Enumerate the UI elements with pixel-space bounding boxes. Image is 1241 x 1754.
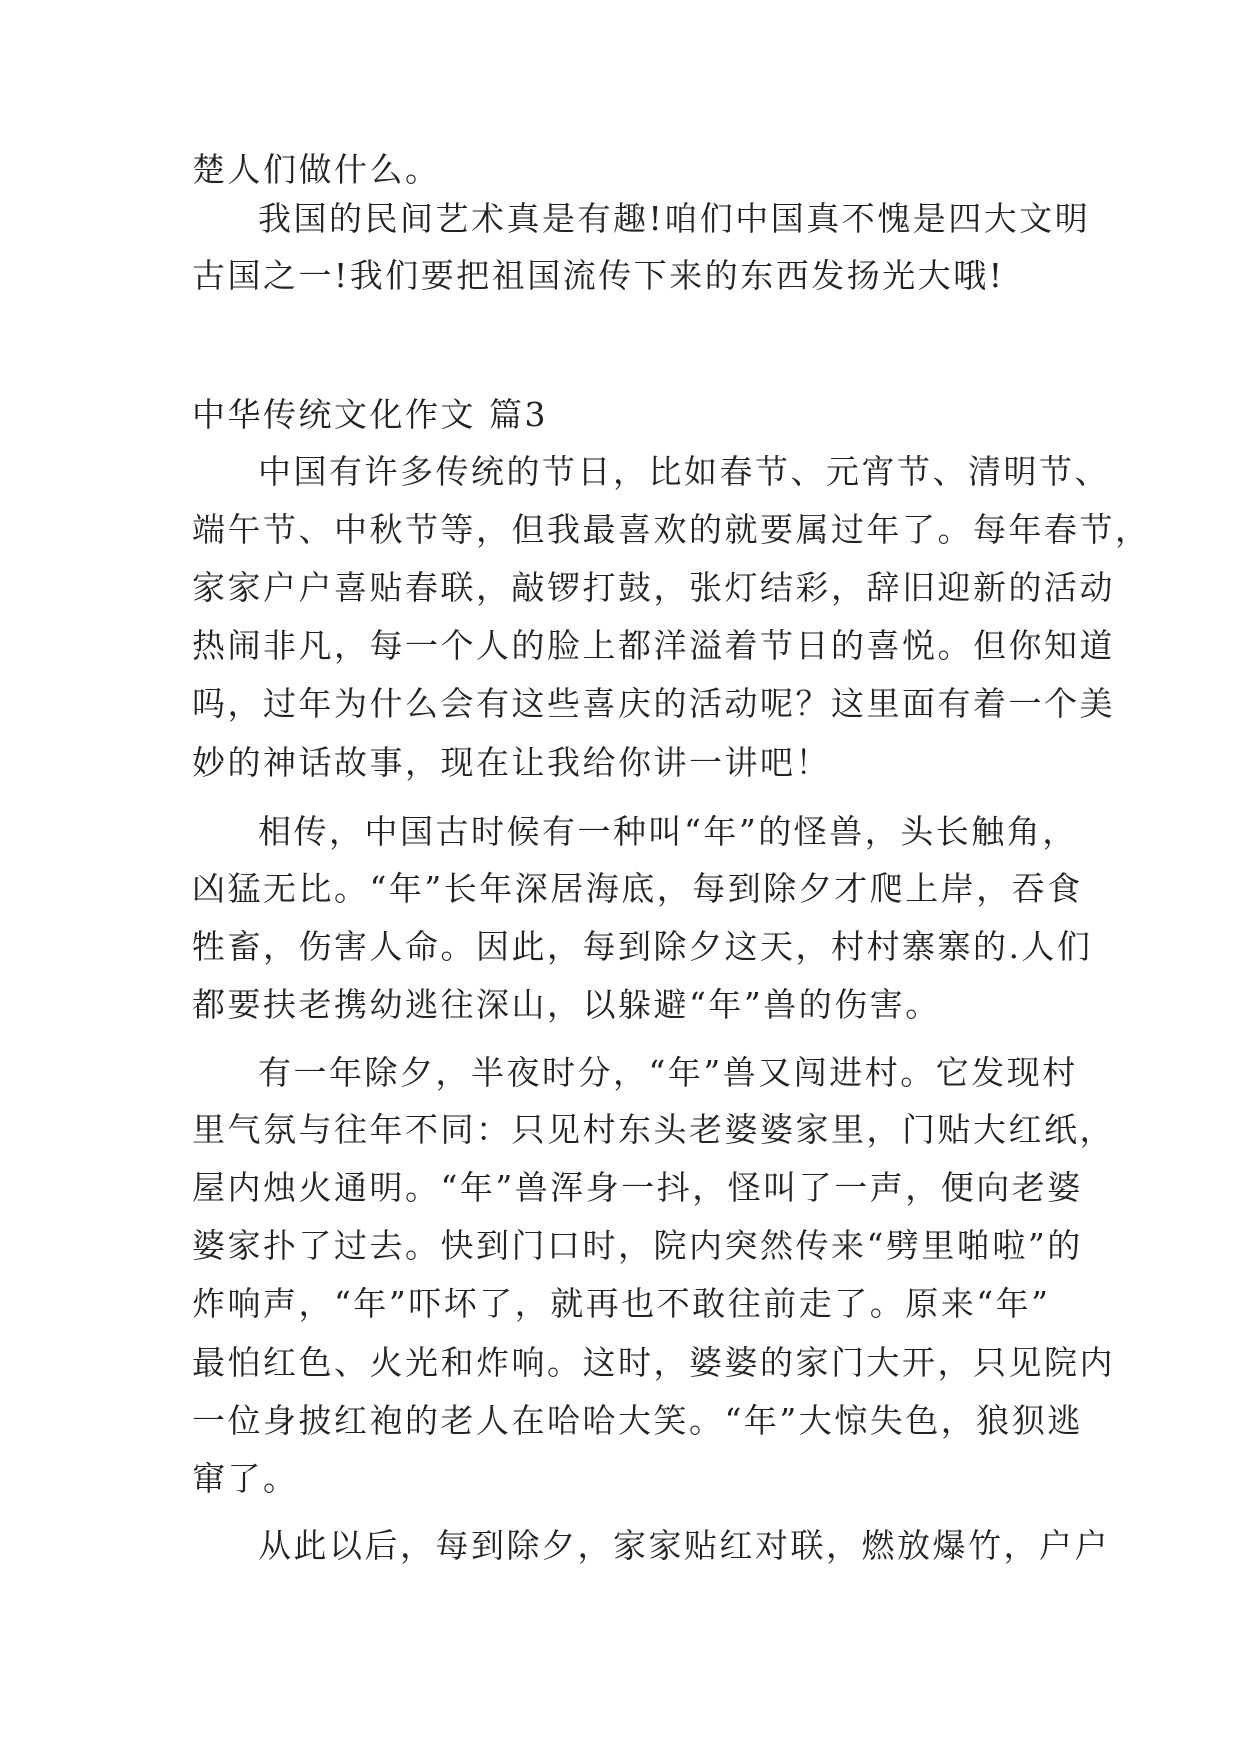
- text-line: 楚人们做什么。: [192, 150, 441, 189]
- text-line: 一位身披红袍的老人在哈哈大笑。“年”大惊失色，狼狈逃: [192, 1401, 1083, 1440]
- text-line: 凶猛无比。“年”长年深居海底，每到除夕才爬上岸，吞食: [192, 869, 1083, 908]
- text-line: 热闹非凡，每一个人的脸上都洋溢着节日的喜悦。但你知道: [192, 626, 1115, 665]
- text-line: 古国之一!我们要把祖国流传下来的东西发扬光大哦!: [192, 256, 1005, 295]
- text-line: 里气氛与往年不同：只见村东头老婆婆家里，门贴大红纸，: [192, 1110, 1115, 1149]
- section-heading: 中华传统文化作文 篇3: [192, 395, 548, 434]
- paragraph-line: 有一年除夕，半夜时分，“年”兽又闯进村。它发现村: [258, 1053, 1078, 1092]
- text-line: 婆家扑了过去。快到门口时，院内突然传来“劈里啪啦”的: [192, 1226, 1083, 1265]
- text-line: 妙的神话故事，现在让我给你讲一讲吧！: [192, 743, 831, 782]
- paragraph-line: 从此以后，每到除夕，家家贴红对联，燃放爆竹，户户: [258, 1526, 1110, 1565]
- text-line: 牲畜，伤害人命。因此，每到除夕这天，村村寨寨的.人们: [192, 927, 1093, 966]
- paragraph-line: 我国的民间艺术真是有趣!咱们中国真不愧是四大文明: [258, 199, 1091, 238]
- text-line: 家家户户喜贴春联，敲锣打鼓，张灯结彩，辞旧迎新的活动: [192, 568, 1115, 607]
- paragraph-line: 相传，中国古时候有一种叫“年”的怪兽，头长触角，: [258, 812, 1078, 851]
- text-line: 都要扶老携幼逃往深山，以躲避“年”兽的伤害。: [192, 985, 941, 1024]
- text-line: 端午节、中秋节等，但我最喜欢的就要属过年了。每年春节，: [192, 510, 1151, 549]
- text-line: 炸响声，“年”吓坏了，就再也不敢往前走了。原来“年”: [192, 1284, 1051, 1323]
- text-line: 窜了。: [192, 1459, 299, 1498]
- text-line: 吗，过年为什么会有这些喜庆的活动呢？这里面有着一个美: [192, 684, 1115, 723]
- paragraph-line: 中国有许多传统的节日，比如春节、元宵节、清明节、: [258, 452, 1110, 491]
- text-line: 最怕红色、火光和炸响。这时，婆婆的家门大开，只见院内: [192, 1343, 1115, 1382]
- text-line: 屋内烛火通明。“年”兽浑身一抖，怪叫了一声，便向老婆: [192, 1168, 1083, 1207]
